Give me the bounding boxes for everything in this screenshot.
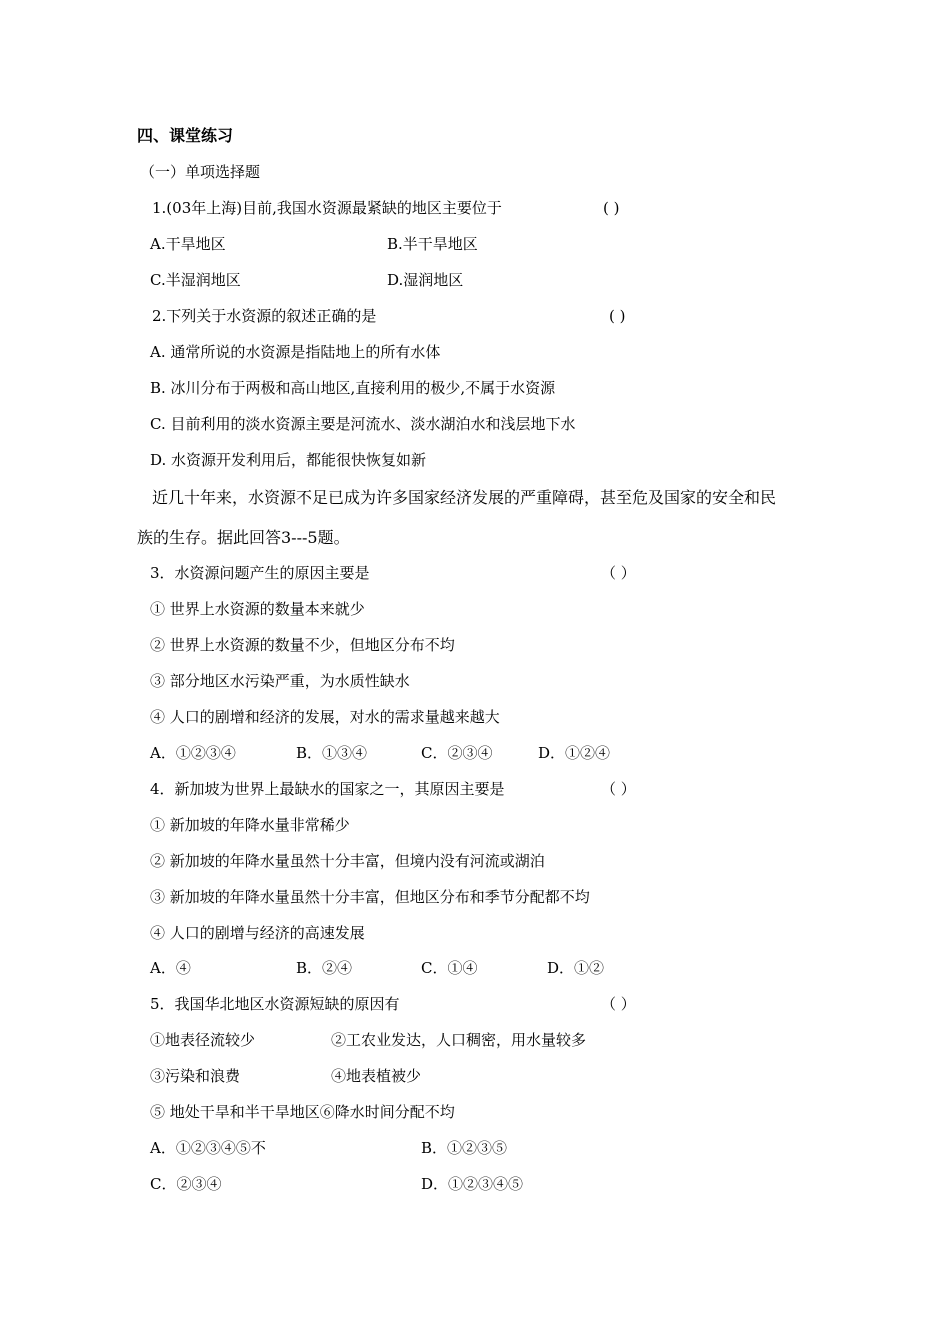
q3-stem: 3．水资源问题产生的原因主要是 — [150, 564, 370, 582]
q3-option-b: B．①③④ — [296, 744, 368, 762]
q1-option-c: C.半湿润地区 — [150, 271, 241, 289]
q4-option-b: B．②④ — [296, 959, 353, 977]
q5-option-a: A．①②③④⑤不 — [150, 1139, 266, 1157]
q3-statement-2: ② 世界上水资源的数量不少，但地区分布不均 — [150, 636, 455, 654]
q5-statement-3: ③污染和浪费 — [150, 1067, 241, 1085]
q3-option-c: C．②③④ — [421, 744, 493, 762]
q3-answer-blank: （ ） — [601, 564, 636, 582]
q5-answer-blank: （ ） — [601, 995, 636, 1013]
q5-statement-4: ④地表植被少 — [331, 1067, 422, 1085]
q3-option-d: D．①②④ — [538, 744, 611, 762]
q3-statement-4: ④ 人口的剧增和经济的发展，对水的需求量越来越大 — [150, 708, 500, 726]
q4-statement-4: ④ 人口的剧增与经济的高速发展 — [150, 924, 365, 942]
q2-answer-blank: ( ) — [609, 307, 626, 325]
q5-statement-1: ①地表径流较少 — [150, 1031, 256, 1049]
section-title: 四、课堂练习 — [137, 126, 234, 145]
q5-statement-5-6: ⑤ 地处干旱和半干旱地区⑥降水时间分配不均 — [150, 1103, 455, 1121]
q5-option-b: B．①②③⑤ — [421, 1139, 508, 1157]
q1-option-a: A.干旱地区 — [150, 235, 226, 253]
q1-stem: 1.(03年上海)目前,我国水资源最紧缺的地区主要位于 — [152, 199, 502, 217]
q3-statement-3: ③ 部分地区水污染严重，为水质性缺水 — [150, 672, 410, 690]
q5-statement-2: ②工农业发达，人口稠密，用水量较多 — [331, 1031, 587, 1049]
q1-option-b: B.半干旱地区 — [387, 235, 478, 253]
q4-statement-2: ② 新加坡的年降水量虽然十分丰富，但境内没有河流或湖泊 — [150, 852, 545, 870]
intro-paragraph-line-2: 族的生存。据此回答3---5题。 — [137, 528, 350, 547]
q2-option-c: C. 目前利用的淡水资源主要是河流水、淡水湖泊水和浅层地下水 — [150, 415, 576, 433]
q4-option-a: A．④ — [150, 959, 191, 977]
q5-option-c: C．②③④ — [150, 1175, 222, 1193]
q4-answer-blank: （ ） — [601, 780, 636, 798]
q4-stem: 4．新加坡为世界上最缺水的国家之一，其原因主要是 — [150, 780, 505, 798]
subsection-title: （一）单项选择题 — [140, 163, 261, 181]
q4-statement-1: ① 新加坡的年降水量非常稀少 — [150, 816, 350, 834]
q2-option-d: D. 水资源开发利用后，都能很快恢复如新 — [150, 451, 427, 469]
q4-option-d: D．①② — [547, 959, 605, 977]
q4-statement-3: ③ 新加坡的年降水量虽然十分丰富，但地区分布和季节分配都不均 — [150, 888, 590, 906]
q5-option-d: D．①②③④⑤ — [421, 1175, 524, 1193]
q5-stem: 5．我国华北地区水资源短缺的原因有 — [150, 995, 400, 1013]
q3-option-a: A．①②③④ — [150, 744, 236, 762]
q1-option-d: D.湿润地区 — [387, 271, 464, 289]
q3-statement-1: ① 世界上水资源的数量本来就少 — [150, 600, 365, 618]
q2-stem: 2.下列关于水资源的叙述正确的是 — [152, 307, 377, 325]
q4-option-c: C．①④ — [421, 959, 478, 977]
q2-option-b: B. 冰川分布于两极和高山地区,直接利用的极少,不属于水资源 — [150, 379, 556, 397]
q2-option-a: A. 通常所说的水资源是指陆地上的所有水体 — [150, 343, 441, 361]
intro-paragraph-line-1: 近几十年来，水资源不足已成为许多国家经济发展的严重障碍，甚至危及国家的安全和民 — [152, 488, 777, 507]
q1-answer-blank: ( ) — [603, 199, 620, 217]
